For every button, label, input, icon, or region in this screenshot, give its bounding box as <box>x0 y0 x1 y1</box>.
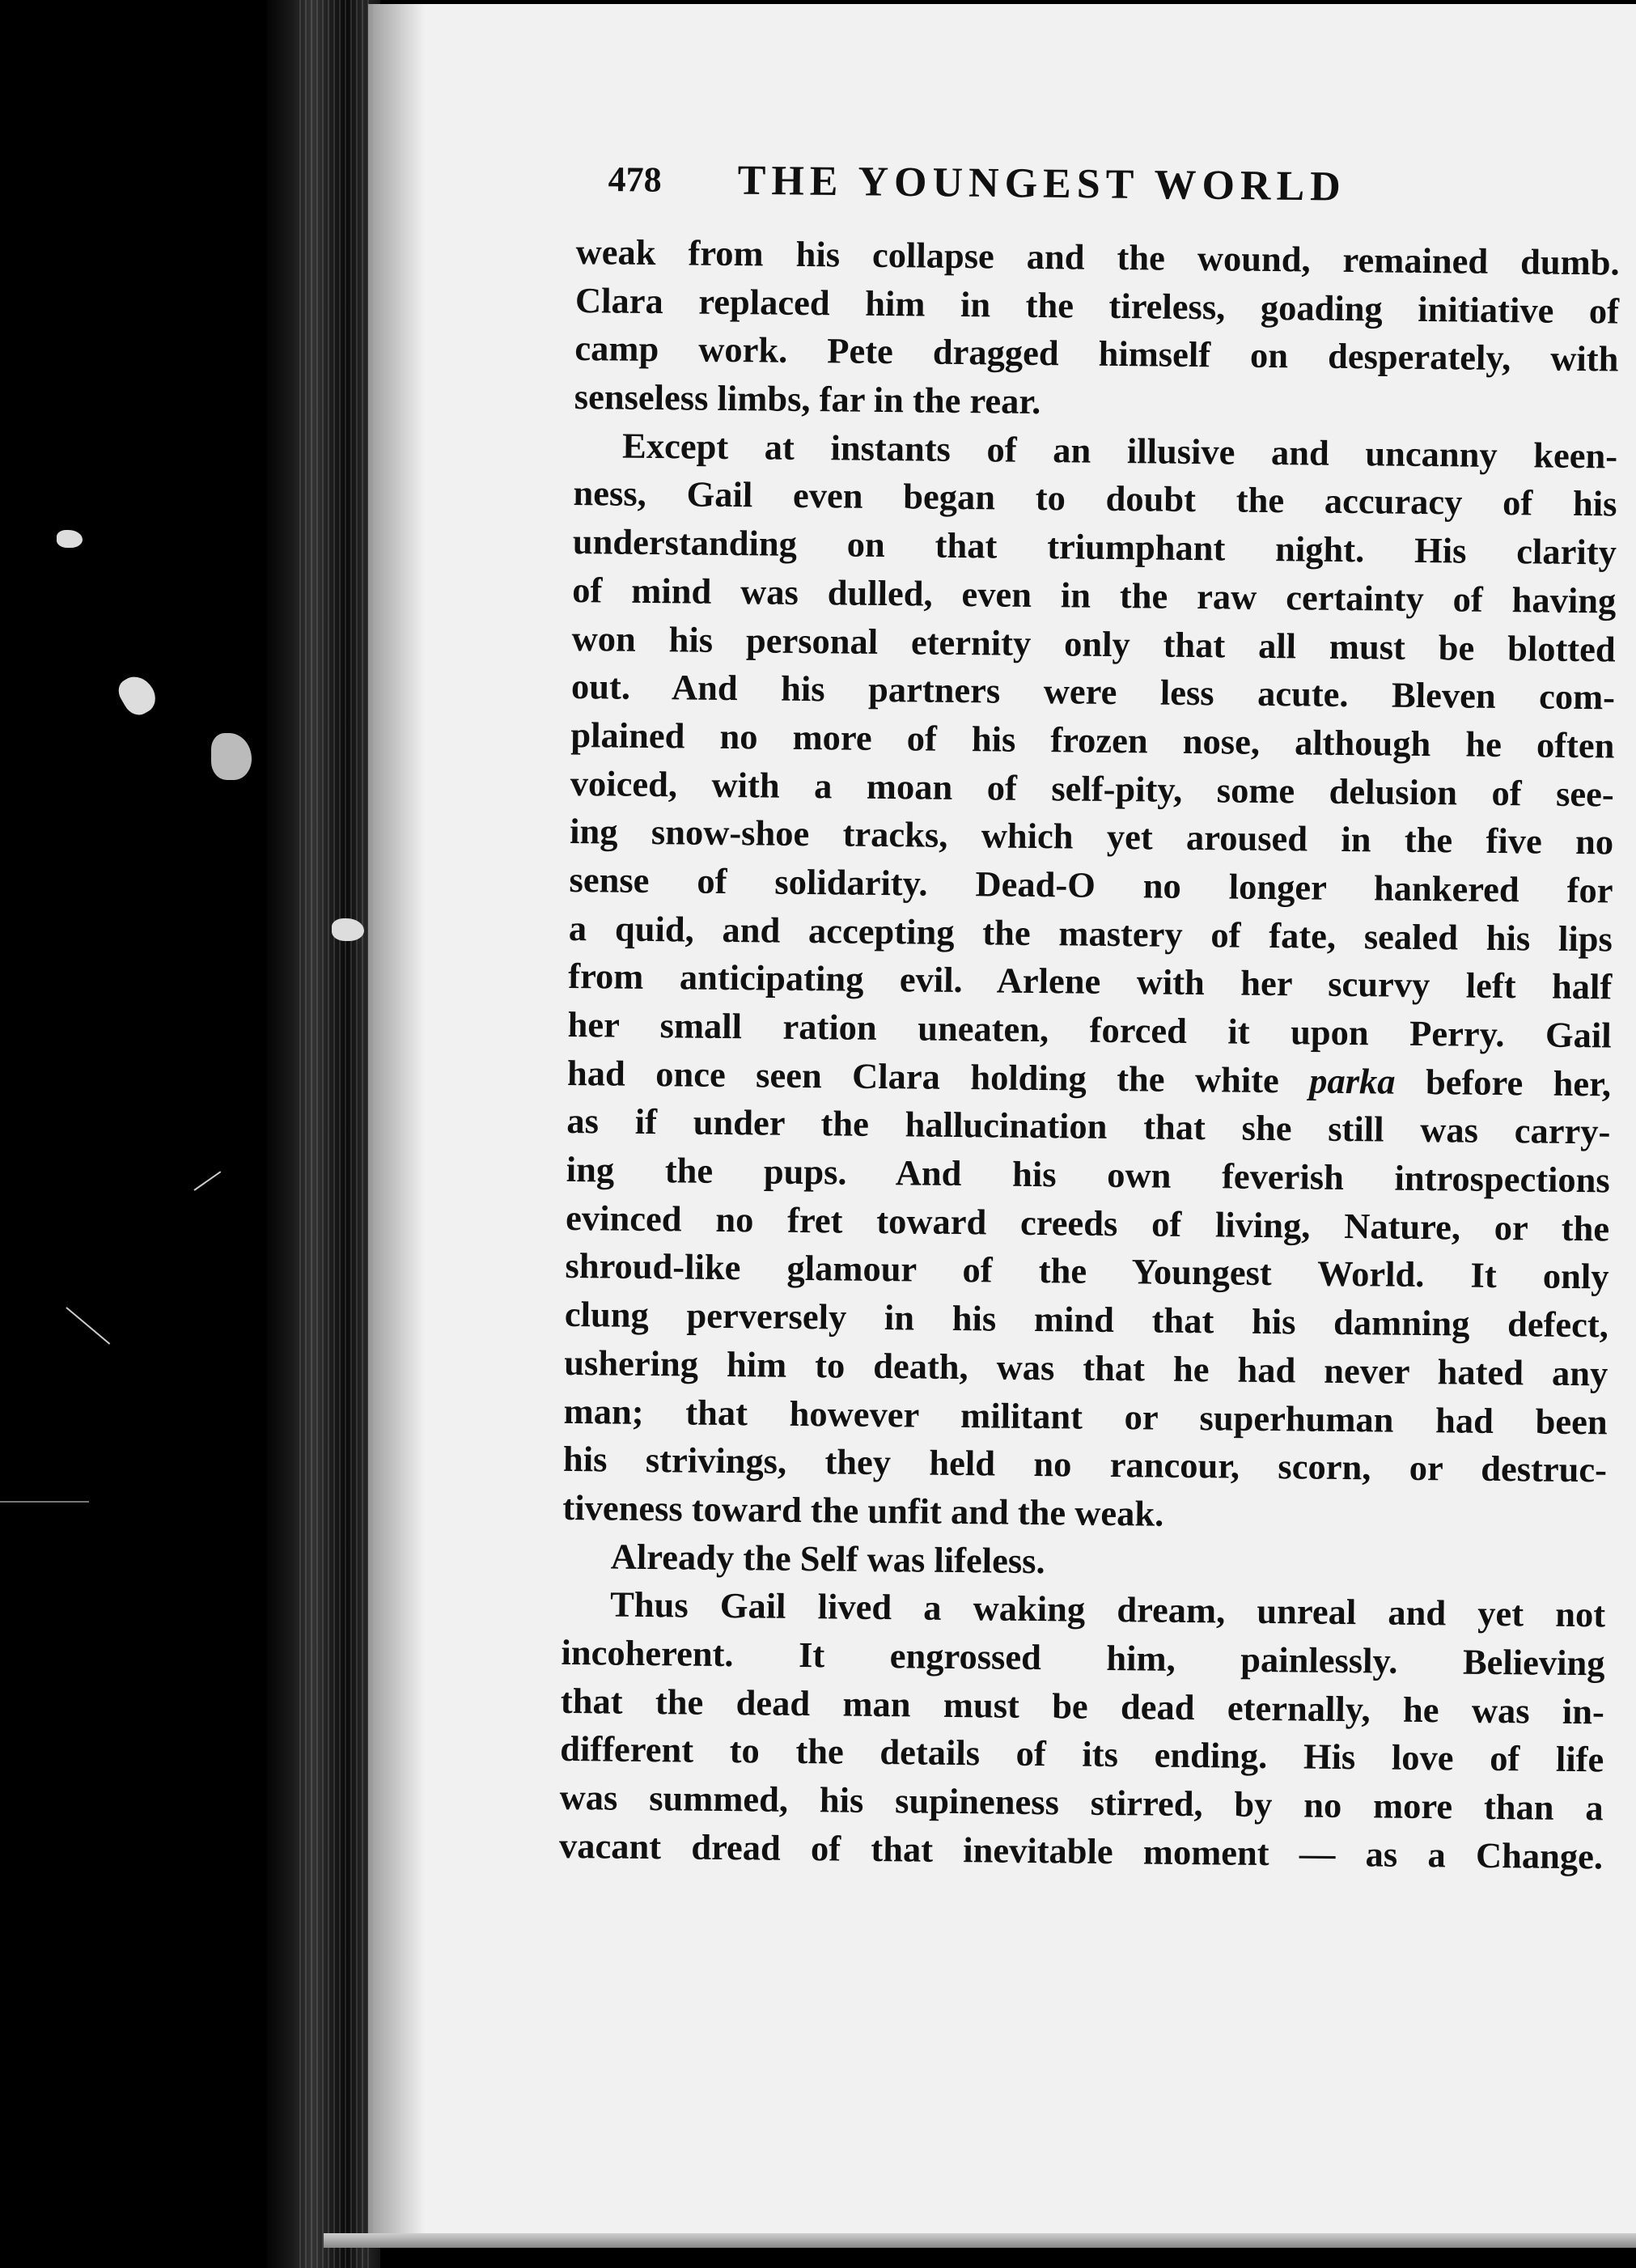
debris-speck <box>57 530 83 548</box>
text-line: Clara replaced him in the tireless, goading initiative of <box>574 279 1620 332</box>
text-line: ushering him to death, was that he had never hated any <box>564 1342 1608 1394</box>
page-number: 478 <box>608 159 662 200</box>
text-line: different to the details of its ending. His love of life <box>560 1728 1604 1780</box>
text-line: ing snow-shoe tracks, which yet aroused in the five no <box>569 811 1614 863</box>
body-text <box>559 228 1620 1881</box>
text-line: incoherent. It engrossed him, painlessly. Believing <box>561 1631 1605 1684</box>
text-line: plained no more of his frozen nose, although he often <box>570 714 1615 766</box>
text-line: Thus Gail lived a waking dream, unreal and yet not <box>609 1583 1606 1635</box>
page-header <box>608 155 1636 239</box>
page-gutter-shadow <box>368 4 425 2237</box>
text-line: clung perversely in his mind that his damning defect, <box>564 1294 1609 1346</box>
text-line: out. And his partners were less acute. Bleven com- <box>570 666 1616 718</box>
text-line: ing the pups. And his own feverish introspections <box>566 1149 1611 1201</box>
italic-word: parka <box>1308 1060 1396 1102</box>
text-line: a quid, and accepting the mastery of fate, sealed his lips <box>568 907 1613 960</box>
text-line: was summed, his supineness stirred, by no more than a <box>559 1776 1604 1829</box>
text-fragment: had once seen Clara holding the white <box>566 1052 1280 1100</box>
text-line: voiced, with a moan of self-pity, some delusion of see- <box>570 762 1615 815</box>
text-line: won his personal eternity only that all must be blotted <box>571 617 1616 669</box>
text-fragment: before her, <box>1425 1061 1612 1104</box>
running-title: THE YOUNGEST WORLD <box>737 157 1347 210</box>
text-line: vacant dread of that inevitable moment — as a Change. <box>558 1825 1604 1877</box>
text-line: his strivings, they held no rancour, scorn, or destruc- <box>562 1439 1608 1490</box>
text-line: as if under the hallucination that she still was carry- <box>566 1100 1611 1152</box>
debris-speck <box>332 918 364 941</box>
text-line: shroud-like glamour of the Youngest World. It only <box>565 1245 1609 1297</box>
text-line: tiveness toward the unfit and the weak. <box>562 1486 1164 1534</box>
text-line: of mind was dulled, even in the raw certainty of having <box>572 569 1617 621</box>
text-line: senseless limbs, far in the rear. <box>574 376 1041 422</box>
text-line: ness, Gail even began to doubt the accuracy of his <box>573 473 1617 524</box>
text-line: weak from his collapse and the wound, remained dumb. <box>575 231 1620 283</box>
text-line: man; that however militant or superhuman had been <box>563 1390 1608 1442</box>
text-line: Except at instants of an illusive and uncanny keen- <box>621 425 1618 477</box>
page-bottom-edge <box>324 2233 1636 2248</box>
text-line: that the dead man must be dead eternally, he was in- <box>560 1680 1605 1732</box>
text-line: Already the Self was lifeless. <box>610 1536 1045 1581</box>
text-line: sense of solidarity. Dead-O no longer hankered for <box>569 858 1613 911</box>
text-line: camp work. Pete dragged himself on desperately, with <box>574 328 1619 379</box>
text-line: her small ration uneaten, forced it upon Perry. Gail <box>567 1003 1612 1056</box>
text-line: understanding on that triumphant night. His clarity <box>572 521 1617 573</box>
text-line: evinced no fret toward creeds of living, Nature, or the <box>565 1197 1610 1249</box>
debris-scratch <box>0 1501 89 1503</box>
text-line: from anticipating evil. Arlene with her scurvy left half <box>568 956 1613 1007</box>
page-edges <box>299 0 372 2268</box>
